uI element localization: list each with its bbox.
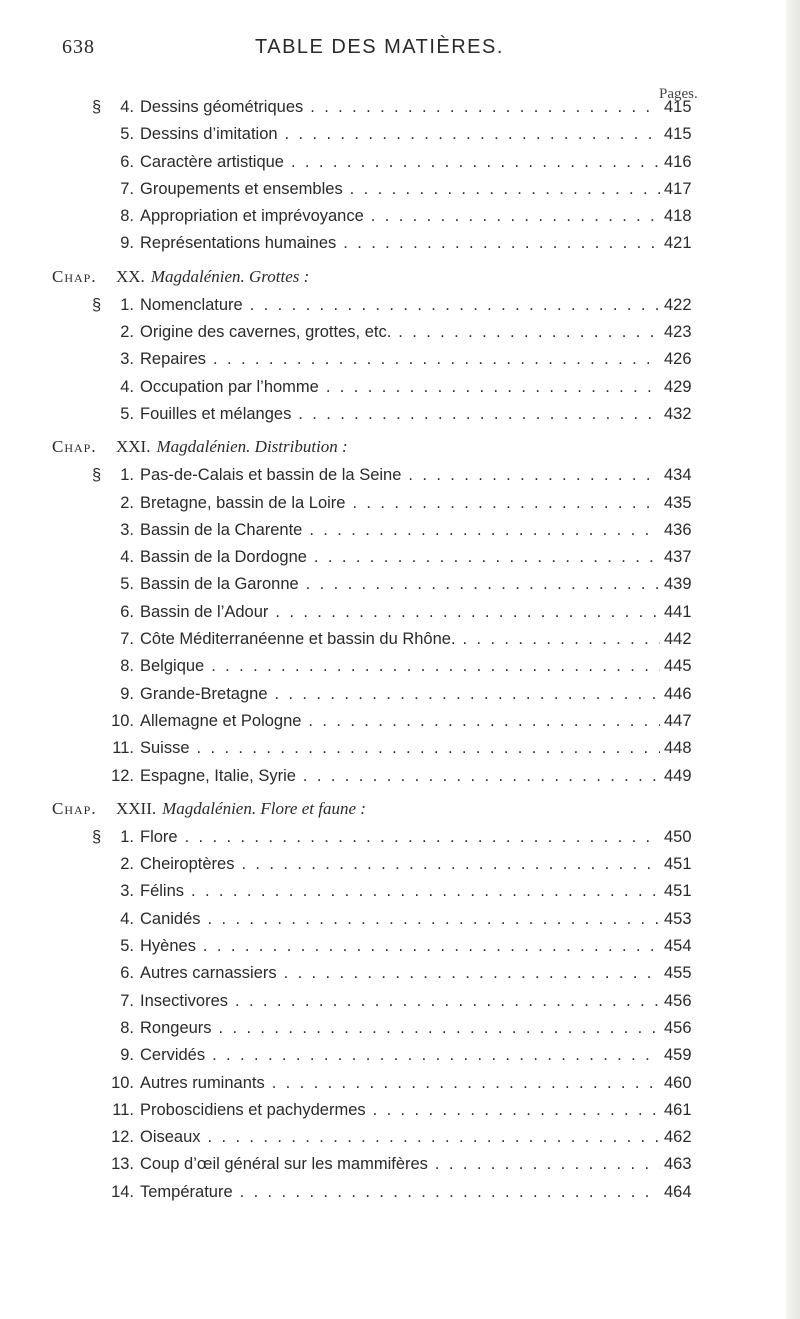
entry-page: 446: [664, 684, 692, 703]
entry-label: Origine des cavernes, grottes, etc. . . .: [140, 319, 660, 346]
entry-number: 2.: [120, 323, 134, 342]
entry-page: 464: [664, 1182, 692, 1201]
entry-page: 449: [664, 766, 692, 785]
entry-page: 415: [664, 125, 692, 144]
toc-entry: [0, 824, 800, 851]
entry-label: Autres ruminants . . .: [140, 1070, 660, 1097]
entry-label: Bassin de l’Adour . . .: [140, 599, 660, 626]
entry-label: Bassin de la Dordogne . . .: [140, 544, 660, 571]
toc-entry: [0, 988, 800, 1015]
toc-entry: [0, 401, 800, 428]
entry-number: 12.: [111, 766, 134, 785]
entry-label: Grande-Bretagne . . .: [140, 681, 660, 708]
entry-label: Repaires . . .: [140, 346, 660, 373]
entry-label: Hyènes . . .: [140, 933, 660, 960]
chapter-number-and-title: [116, 794, 366, 824]
entry-page: 456: [664, 1018, 692, 1037]
entry-label: Occupation par l’homme . . .: [140, 374, 660, 401]
toc-entry: [0, 1124, 800, 1151]
entry-label: Félins . . .: [140, 878, 660, 905]
entry-number: 4.: [120, 377, 134, 396]
entry-page: 448: [664, 739, 692, 758]
toc-entry: [0, 1179, 800, 1206]
entry-number: 11.: [112, 739, 134, 758]
toc-entry: [0, 1042, 800, 1069]
entry-number: 5.: [120, 404, 134, 423]
entry-page: 421: [664, 234, 692, 253]
toc-entry: [0, 230, 800, 257]
entry-page: 461: [664, 1100, 692, 1119]
entry-number: 6.: [120, 602, 134, 621]
section-sign: §: [92, 98, 102, 116]
section-sign: §: [92, 827, 102, 846]
entry-number: 5.: [120, 937, 134, 956]
entry-number: 1.: [120, 295, 134, 314]
entry-page: 459: [664, 1046, 692, 1065]
entry-page: 437: [664, 548, 692, 567]
toc-entry: [0, 960, 800, 987]
entry-page: 423: [664, 323, 692, 342]
toc-entry: [0, 1015, 800, 1042]
chapter-keyword: Chap.: [52, 798, 97, 818]
entry-number: 10.: [111, 711, 134, 730]
entry-number: 11.: [112, 1100, 134, 1119]
toc-entry: [0, 1097, 800, 1124]
entry-number: 5.: [120, 575, 134, 594]
toc-entry: [0, 94, 800, 121]
entry-number: 3.: [120, 520, 134, 539]
entry-label: Groupements et ensembles . . .: [140, 176, 660, 203]
toc-entry: [0, 462, 800, 489]
chapter-heading: [0, 432, 800, 462]
toc-entry: [0, 319, 800, 346]
entry-label: Cheiroptères . . .: [140, 851, 660, 878]
entry-page: 445: [664, 657, 692, 676]
toc-entry: [0, 374, 800, 401]
entry-label: Bassin de la Garonne . . .: [140, 571, 660, 598]
entry-label: Côte Méditerranéenne et bassin du Rhône. . . .: [140, 626, 660, 653]
entry-number: 7.: [120, 179, 134, 198]
chapter-number-and-title: [116, 432, 348, 462]
entry-number: 7.: [120, 630, 134, 649]
entry-number: 8.: [120, 1018, 134, 1037]
toc-entry: [0, 763, 800, 790]
chapter-keyword: Chap.: [52, 437, 97, 457]
toc-entry: [0, 203, 800, 230]
entry-label: Coup d’œil général sur les mammifères . . .: [140, 1151, 660, 1178]
entry-page: 418: [664, 207, 692, 226]
entry-page: 451: [664, 882, 692, 901]
toc-entry: [0, 708, 800, 735]
entry-label: Flore . . .: [140, 824, 660, 851]
entry-label: Belgique . . .: [140, 653, 660, 680]
entry-page: 436: [664, 520, 692, 539]
entry-page: 463: [664, 1155, 692, 1174]
entry-number: 4.: [120, 98, 134, 116]
toc-entry: [0, 878, 800, 905]
entry-label: Fouilles et mélanges . . .: [140, 401, 660, 428]
chapter-heading: [0, 262, 800, 292]
entry-number: 13.: [111, 1155, 134, 1174]
entry-page: 450: [664, 827, 692, 846]
entry-label: Dessins d’imitation . . .: [140, 121, 660, 148]
entry-number: 6.: [120, 152, 134, 171]
entry-label: Insectivores . . .: [140, 988, 660, 1015]
entry-number: 12.: [111, 1128, 134, 1147]
entry-page: 441: [664, 602, 692, 621]
entry-number: 9.: [120, 1046, 134, 1065]
toc-entry: [0, 653, 800, 680]
entry-page: 417: [664, 179, 692, 198]
entry-label: Représentations humaines . . .: [140, 230, 660, 257]
entry-number: 7.: [120, 991, 134, 1010]
entry-page: 462: [664, 1128, 692, 1147]
chapter-number: XX.: [116, 266, 145, 286]
toc-entry: [0, 149, 800, 176]
entry-page: 454: [664, 937, 692, 956]
chapter-keyword: Chap.: [52, 266, 97, 286]
entry-label: Autres carnassiers . . .: [140, 960, 660, 987]
entry-number: 1.: [120, 466, 134, 485]
entry-page: 447: [664, 711, 692, 730]
entry-number: 4.: [120, 548, 134, 567]
toc-entry: [0, 735, 800, 762]
toc-entry: [0, 517, 800, 544]
entry-label: Canidés . . .: [140, 906, 660, 933]
entry-page: 456: [664, 991, 692, 1010]
entry-page: 426: [664, 350, 692, 369]
running-title: TABLE DES MATIÈRES.: [255, 36, 504, 58]
toc-entry: [0, 544, 800, 571]
chapter-title: Magdalénien. Flore et faune :: [162, 798, 366, 818]
chapter-title: Magdalénien. Distribution :: [156, 437, 348, 457]
entry-label: Nomenclature . . .: [140, 292, 660, 319]
entry-label: Allemagne et Pologne . . .: [140, 708, 660, 735]
toc-entry: [0, 599, 800, 626]
section-sign: §: [92, 466, 102, 485]
entry-label: Pas-de-Calais et bassin de la Seine . . .: [140, 462, 660, 489]
chapter-number: XXII.: [116, 798, 157, 818]
toc-entry: [0, 1151, 800, 1178]
entry-label: Cervidés . . .: [140, 1042, 660, 1069]
pages-column-label: Pages.: [659, 86, 698, 102]
entry-page: 422: [664, 295, 692, 314]
toc-entry: [0, 292, 800, 319]
entry-number: 6.: [120, 964, 134, 983]
toc-entry: [0, 121, 800, 148]
entry-label: Suisse . . .: [140, 735, 660, 762]
section-sign: §: [92, 295, 102, 314]
running-header: [0, 36, 800, 66]
entry-label: Proboscidiens et pachydermes . . .: [140, 1097, 660, 1124]
entry-page: 432: [664, 404, 692, 423]
entry-page: 434: [664, 466, 692, 485]
toc-entry: [0, 346, 800, 373]
entry-page: 442: [664, 630, 692, 649]
entry-page: 460: [664, 1073, 692, 1092]
entry-number: 2.: [120, 493, 134, 512]
entry-number: 1.: [120, 827, 134, 846]
chapter-title: Magdalénien. Grottes :: [150, 266, 310, 286]
toc-entry: [0, 626, 800, 653]
entry-number: 8.: [120, 207, 134, 226]
entry-number: 4.: [120, 909, 134, 928]
entry-number: 10.: [111, 1073, 134, 1092]
entry-label: Espagne, Italie, Syrie . . .: [140, 763, 660, 790]
entry-number: 9.: [120, 684, 134, 703]
entry-label: Bretagne, bassin de la Loire . . .: [140, 490, 660, 517]
chapter-number: XXI.: [116, 437, 151, 457]
chapter-heading: [0, 794, 800, 824]
page-number: 638: [62, 36, 95, 58]
entry-number: 8.: [120, 657, 134, 676]
toc-entry: [0, 490, 800, 517]
toc-entry: [0, 851, 800, 878]
entry-page: 451: [664, 855, 692, 874]
entry-label: Appropriation et imprévoyance . . .: [140, 203, 660, 230]
entry-label: Oiseaux . . .: [140, 1124, 660, 1151]
entry-page: 455: [664, 964, 692, 983]
entry-page: 415: [664, 98, 692, 116]
entry-page: 453: [664, 909, 692, 928]
entry-number: 5.: [120, 125, 134, 144]
chapter-number-and-title: [116, 262, 309, 292]
toc-entry: [0, 176, 800, 203]
toc-entry: [0, 571, 800, 598]
entry-page: 435: [664, 493, 692, 512]
entry-number: 3.: [120, 350, 134, 369]
toc-entry: [0, 1070, 800, 1097]
entry-label: Bassin de la Charente . . .: [140, 517, 660, 544]
toc-entry: [0, 933, 800, 960]
entry-number: 14.: [111, 1182, 134, 1201]
entry-label: Dessins géométriques . . .: [140, 94, 660, 121]
entry-page: 439: [664, 575, 692, 594]
entry-number: 9.: [120, 234, 134, 253]
entry-label: Température . . .: [140, 1179, 660, 1206]
entry-page: 416: [664, 152, 692, 171]
table-of-contents: [0, 94, 800, 1206]
entry-label: Caractère artistique . . .: [140, 149, 660, 176]
entry-label: Rongeurs . . .: [140, 1015, 660, 1042]
entry-page: 429: [664, 377, 692, 396]
entry-number: 3.: [120, 882, 134, 901]
entry-number: 2.: [120, 855, 134, 874]
toc-entry: [0, 906, 800, 933]
toc-entry: [0, 681, 800, 708]
